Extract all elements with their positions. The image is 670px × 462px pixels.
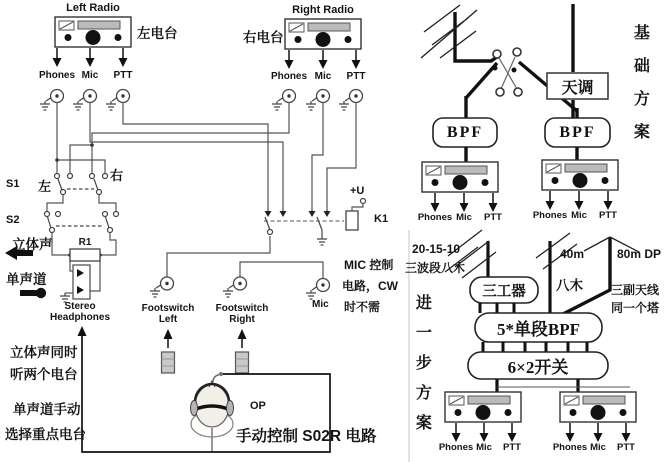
triplexer-stubs [480,303,514,313]
mono-note-line2: 选择重点电台 [5,427,86,442]
stereo-note-line1: 立体声同时 [10,345,78,360]
bpf2-label: BPF [559,123,596,141]
tower-note-1: 三副天线 [611,283,660,297]
bpf-bank-label: 5*单段BPF [496,320,581,339]
port-label-phones: Phones [532,210,568,221]
dipole80-label: 80m DP [617,247,662,261]
triband-label-2: 三波段八木 [405,261,466,275]
footswitch-right-label-1: Footswitch [215,303,269,314]
stereo-label: 立体声 [12,237,53,252]
op-label: OP [250,400,266,412]
switch-s1 [55,174,108,195]
mic-jack [306,279,330,300]
bpf1-label: BPF [446,123,484,141]
switch-right-label: 右 [110,168,124,183]
port-label-ptt: PTT [503,442,521,453]
port-label-mic: Mic [81,70,99,81]
port-label-phones: Phones [417,212,453,223]
port-label-mic: Mic [456,212,472,223]
diagram-caption: 手动控制 S02R 电路 [236,428,377,445]
right-radio-box [285,19,362,69]
mic-note-line1: MIC 控制 [344,258,394,272]
mic-note-line3: 时不需 [344,300,381,314]
s1-label: S1 [6,178,20,190]
switch-s2 [45,212,119,233]
scheme-basic-label: 基础方案 [631,24,649,156]
mic-jack-label: Mic [312,299,329,310]
top-yagi-antenna [421,5,497,61]
port-label-ptt: PTT [617,442,635,453]
resistor-r1 [70,249,100,261]
left-radio-box [53,17,132,67]
switch-drops [497,379,578,392]
mic-note-line2: 电路，CW [342,279,398,293]
scheme-advanced-label: 进一步方案 [413,294,431,444]
r1-label: R1 [78,237,92,248]
port-label-ptt: PTT [346,71,366,82]
footswitch-left-label-1: Footswitch [141,303,195,314]
port-label-mic: Mic [571,210,587,221]
radio3-box [445,392,521,442]
port-label-phones: Phones [270,71,308,82]
s2-label: S2 [6,214,20,226]
switch-left-label: 左 [38,179,52,194]
radio2-box [542,160,618,210]
relay-k1 [264,199,366,246]
yagi-40m [536,233,577,313]
yagi40-label-2: 八木 [556,278,583,293]
footswitch-right-label-2: Right [229,314,255,325]
triband-label-1: 20-15-10 [412,242,461,256]
radio1-box [422,162,498,212]
radio-jacks [40,90,363,111]
k1-label: K1 [374,213,389,225]
port-label-ptt: PTT [599,210,617,221]
yagi40-label-1: 40m [560,247,585,261]
mono-note-line1: 单声道手动 [13,402,81,417]
left-radio-cn-label: 左电台 [137,26,178,41]
port-label-mic: Mic [314,71,332,82]
port-label-mic: Mic [476,442,492,453]
footswitch-left-label-2: Left [158,314,178,325]
mono-label: 单声道 [6,272,47,287]
stereo-headphones-label-1: Stereo [64,301,96,312]
port-label-ptt: PTT [484,212,502,223]
plus-u-label: +U [350,185,365,197]
port-label-phones: Phones [38,70,76,81]
stereo-plug [60,265,90,302]
port-label-phones: Phones [438,442,474,453]
right-radio-title: Right Radio [292,4,354,16]
bpf-bank-stubs [483,342,587,352]
stereo-headphones-label-2: Headphones [49,312,111,323]
radio4-box [560,392,636,442]
port-label-phones: Phones [552,442,588,453]
stereo-note-line2: 听两个电台 [10,367,78,382]
mono-right-arrow [20,288,46,298]
left-radio-title: Left Radio [66,2,120,14]
triplexer-label: 三工器 [482,283,526,300]
switch-6x2-label: 6×2开关 [507,358,569,377]
port-label-mic: Mic [590,442,606,453]
port-label-ptt: PTT [113,70,133,81]
antenna-tuner-label: 天调 [561,79,594,97]
right-radio-cn-label: 右电台 [243,30,284,45]
tower-note-2: 同一个塔 [611,301,660,315]
